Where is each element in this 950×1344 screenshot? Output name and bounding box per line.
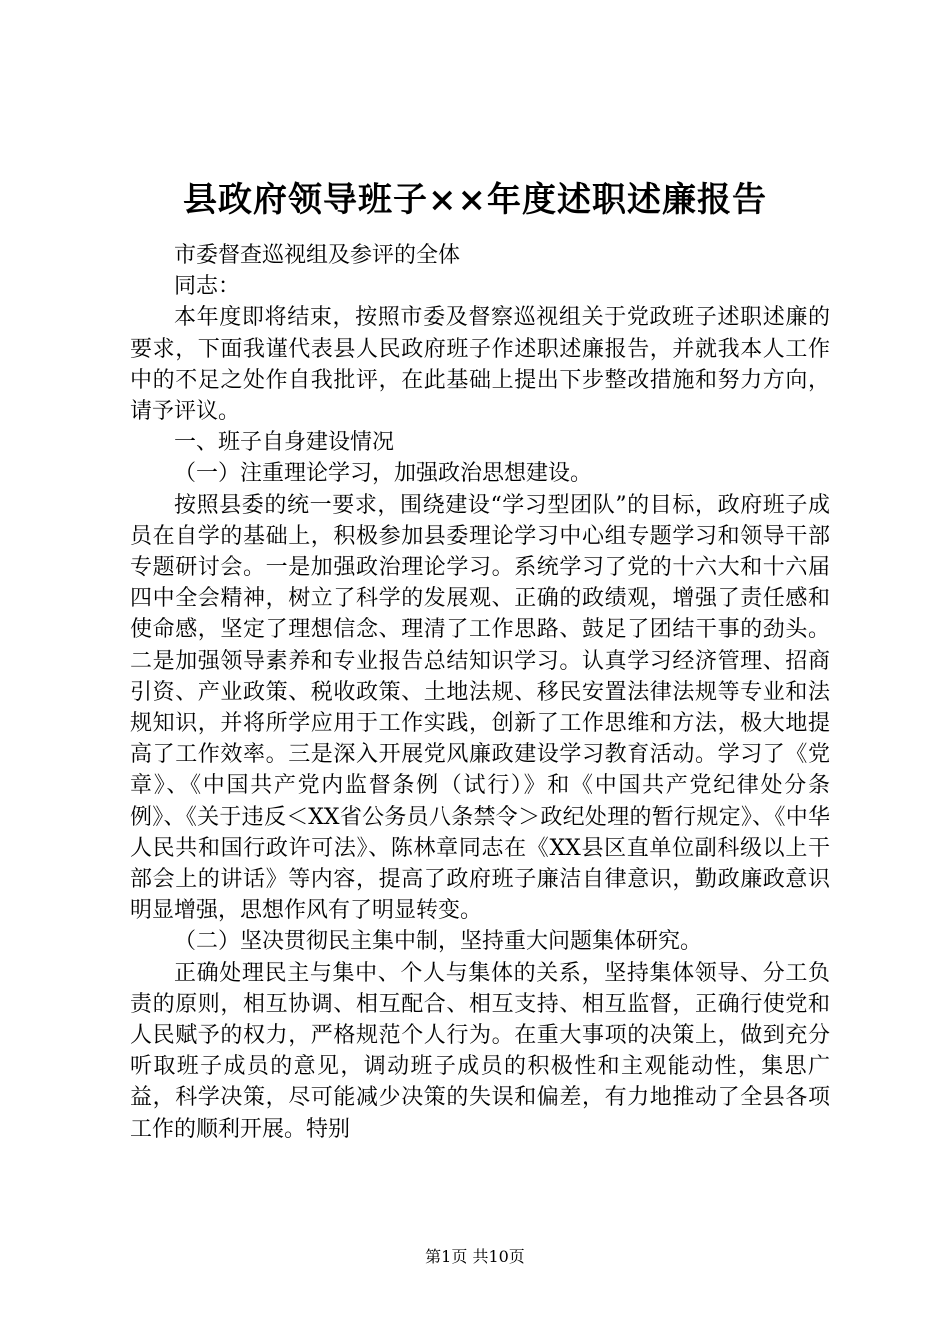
body-paragraph-2: 正确处理民主与集中、个人与集体的关系，坚持集体领导、分工负责的原则，相互协调、相互配合、相互支持、相互监督，正确行使党和人民赋予的权力，严格规范个人行为。在重大事项的决策上，做到充分听取班子成员的意见，调动班子成员的积极性和主观能动性，集思广益，科学决策，尽可能减少决策的失误和偏差，有力地推动了全县各项工作的顺利开展。特别: [130, 960, 830, 1142]
intro-paragraph: 本年度即将结束，按照市委及督察巡视组关于党政班子述职述廉的要求，下面我谨代表县人民政府班子作述职述廉报告，并就我本人工作中的不足之处作自我批评，在此基础上提出下步整改措施和努力方向，请予评议。: [130, 305, 830, 425]
body-paragraph-1: 按照县委的统一要求，围绕建设“学习型团队”的目标，政府班子成员在自学的基础上，积极参加县委理论学习中心组专题学习和领导干部专题研讨会。一是加强政治理论学习。系统学习了党的十六大和十六届四中全会精神，树立了科学的发展观、正确的政绩观，增强了责任感和使命感，坚定了理想信念、理清了工作思路、鼓足了团结干事的劲头。二是加强领导素养和专业报告总结知识学习。认真学习经济管理、招商引资、产业政策、税收政策、土地法规、移民安置法律法规等专业和法规知识，并将所学应用于工作实践，创新了工作思维和方法，极大地提高了工作效率。三是深入开展党风廉政建设学习教育活动。学习了《党章》、《中国共产党内监督条例（试行）》和《中国共产党纪律处分条例》、《关于违反＜XX省公务员八条禁令＞政纪处理的暂行规定》、《中华人民共和国行政许可法》、陈林章同志在《XX县区直单位副科级以上干部会上的讲话》等内容，提高了政府班子廉洁自律意识，勤政廉政意识明显增强，思想作风有了明显转变。: [130, 492, 830, 924]
salutation-line-2: 同志：: [174, 274, 241, 300]
page-footer: 第1页 共10页: [425, 1247, 525, 1266]
subsection-heading-2: （二）坚决贯彻民主集中制，坚持重大问题集体研究。: [174, 929, 703, 955]
salutation-line-1: 市委督查巡视组及参评的全体: [174, 243, 461, 268]
section-heading-1: 一、班子自身建设情况: [174, 430, 395, 456]
document-title: 县政府领导班子××年度述职述廉报告: [183, 180, 767, 220]
document-body: [130, 240, 830, 1145]
subsection-heading-1: （一）注重理论学习，加强政治思想建设。: [174, 461, 593, 487]
